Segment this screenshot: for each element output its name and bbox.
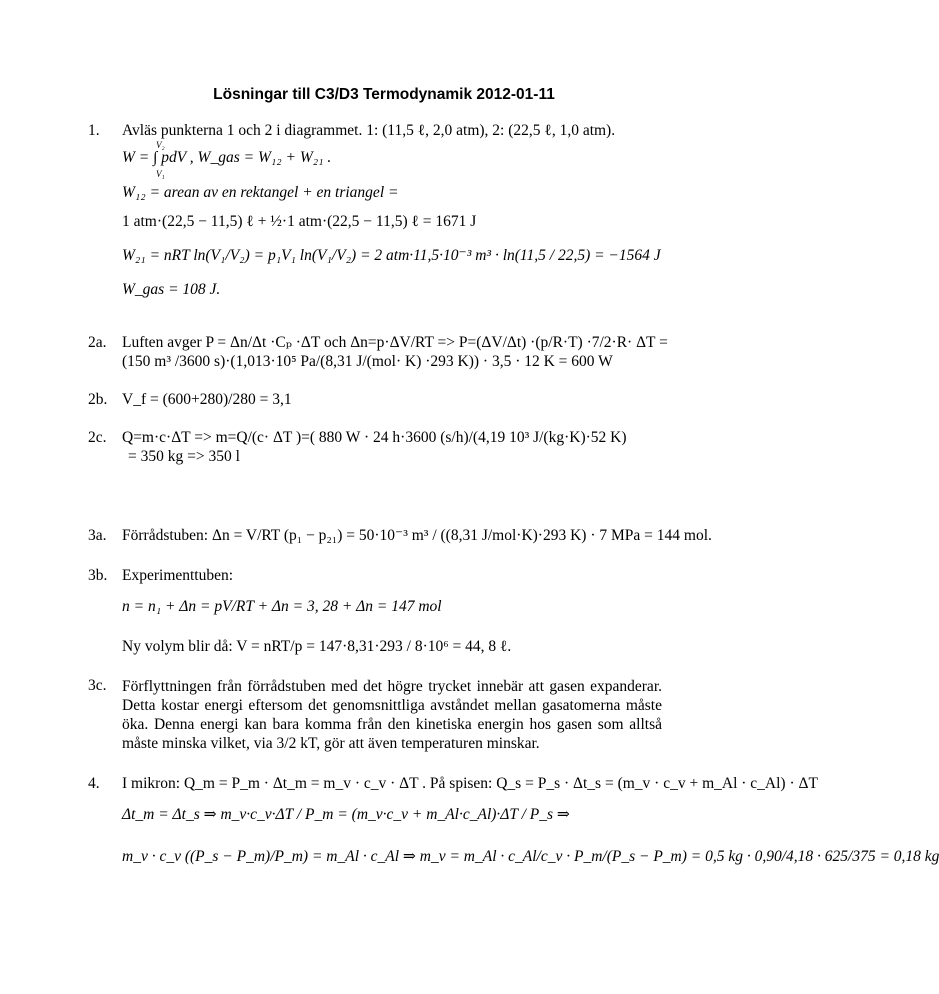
- q3c-paragraph: Förflyttningen från förrådstuben med det högre trycket innebär att gasen expanderar. Detta kostar energi eftersom det genomsnittliga avståndet mellan gasatomerna måste öka. Denna energi kan bara komma från den kinetiska energin hos gasen som alltså måste minska vilket, via 3/2 kT, gör att även temperaturen minskar.: [122, 678, 662, 752]
- q4-line-3: m_v · c_v ((P_s − P_m)/P_m) = m_Al · c_Al ⇒ m_v = m_Al · c_Al/c_v · P_m/(P_s − P_m) = 0,5 kg · 0,90/4,18 · 625/375 = 0,18 kg: [122, 848, 939, 865]
- q1-wgas-result: W_gas = 108 J.: [122, 281, 221, 298]
- q3b-line-1: n = n₁ + Δn = pV/RT + Δn = 3, 28 + Δn = 147 mol: [122, 598, 442, 615]
- problem-number-4: 4.: [88, 775, 100, 792]
- q4-line-1: I mikron: Q_m = P_m · Δt_m = m_v · c_v · ΔT . På spisen: Q_s = P_s · Δt_s = (m_v · c_v + m_Al · c_Al) · ΔT: [122, 775, 818, 792]
- q1-work-formula: W = ∫ pdV , W_gas = W₁₂ + W₂₁ .: [122, 149, 332, 166]
- q1-w21-calculation: W₂₁ = nRT ln(V₁/V₂) = p₁V₁ ln(V₁/V₂) = 2 atm·11,5·10⁻³ m³ · ln(11,5 / 22,5) = −1564 J: [122, 247, 661, 264]
- q1-w12-calculation: 1 atm·(22,5 − 11,5) ℓ + ½·1 atm·(22,5 − 11,5) ℓ = 1671 J: [122, 213, 477, 230]
- problem-number-2b: 2b.: [88, 391, 108, 408]
- integral-lower-limit: V₁: [156, 169, 165, 179]
- q2a-line-1: Luften avger P = Δn/Δt ·Cₚ ·ΔT och Δn=p·ΔV/RT => P=(ΔV/Δt) ·(p/R·T) ·7/2·R· ΔT =: [122, 334, 668, 351]
- q1-work-definition: [122, 140, 332, 179]
- q3a-line-1: Förrådstuben: Δn = V/RT (p₁ − p₂₁) = 50·10⁻³ m³ / ((8,31 J/mol·K)·293 K) · 7 MPa = 144 mol.: [122, 527, 712, 544]
- problem-number-1: 1.: [88, 122, 100, 139]
- problem-number-3b: 3b.: [88, 567, 108, 584]
- q2c-line-2: = 350 kg => 350 l: [128, 448, 240, 465]
- integral-upper-limit: V₂: [156, 140, 165, 150]
- problem-number-2a: 2a.: [88, 334, 107, 351]
- q2c-line-1: Q=m·c·ΔT => m=Q/(c· ΔT )=( 880 W · 24 h·3600 (s/h)/(4,19 10³ J/(kg·K)·52 K): [122, 429, 627, 446]
- q1-w12-definition: W₁₂ = arean av en rektangel + en triangel =: [122, 184, 399, 201]
- q2b-line-1: V_f = (600+280)/280 = 3,1: [122, 391, 292, 408]
- problem-number-3a: 3a.: [88, 527, 107, 544]
- problem-number-2c: 2c.: [88, 429, 107, 446]
- q3b-line-2: Ny volym blir då: V = nRT/p = 147·8,31·293 / 8·10⁶ = 44, 8 ℓ.: [122, 638, 512, 655]
- q2a-line-2: (150 m³ /3600 s)·(1,013·10⁵ Pa/(8,31 J/(mol· K) ·293 K)) · 3,5 · 12 K = 600 W: [122, 353, 613, 370]
- problem-number-3c: 3c.: [88, 677, 107, 694]
- page-title: Lösningar till C3/D3 Termodynamik 2012-01-11: [213, 86, 555, 103]
- q3b-label: Experimenttuben:: [122, 567, 234, 584]
- q4-line-2: Δt_m = Δt_s ⇒ m_v·c_v·ΔT / P_m = (m_v·c_v + m_Al·c_Al)·ΔT / P_s ⇒: [122, 806, 570, 823]
- q1-intro: Avläs punkterna 1 och 2 i diagrammet. 1: (11,5 ℓ, 2,0 atm), 2: (22,5 ℓ, 1,0 atm).: [122, 122, 616, 139]
